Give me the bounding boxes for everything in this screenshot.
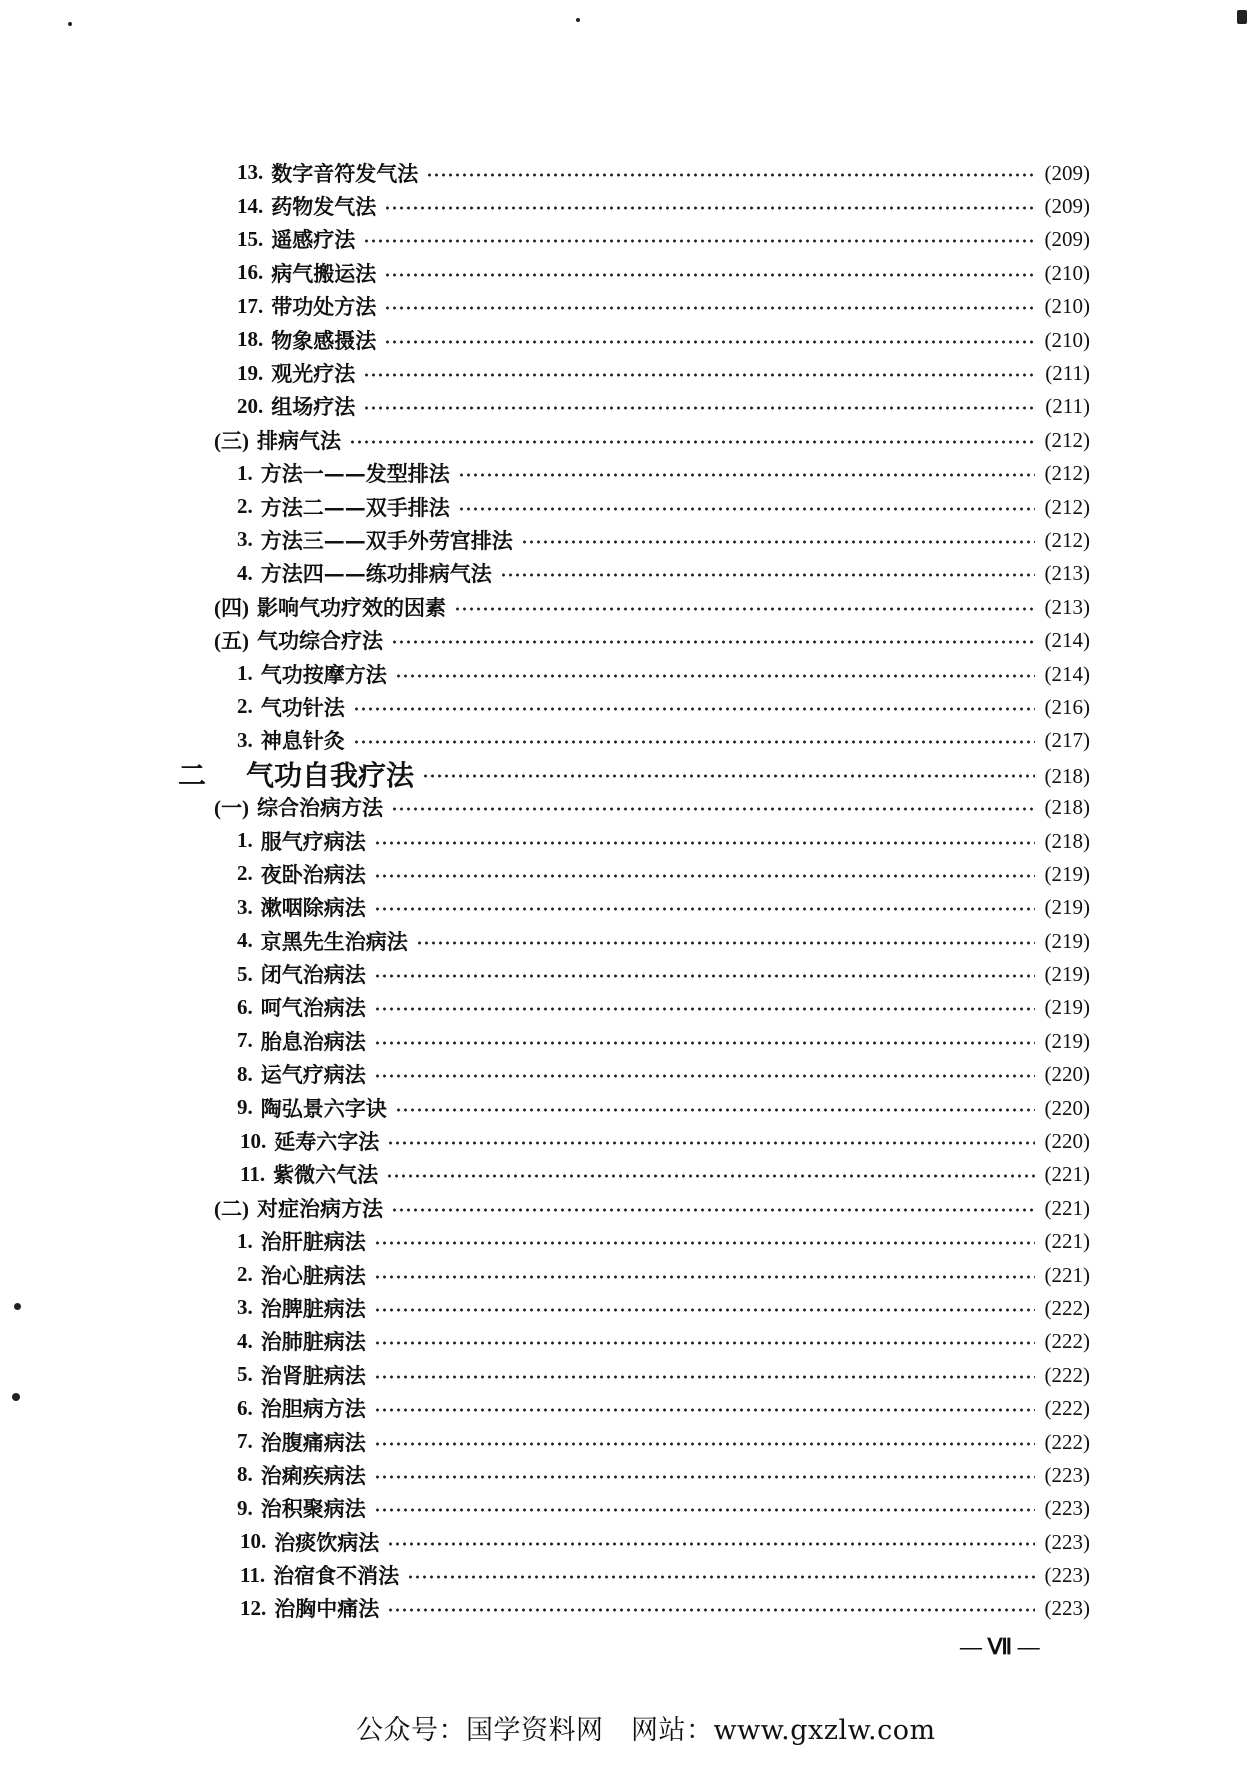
toc-entry-page: (222) [1044,1329,1090,1354]
scan-speck [576,18,580,22]
dot-leader [374,974,1035,978]
dot-leader [387,1542,1034,1546]
toc-entry-title: 综合治病方法 [257,795,383,821]
toc-entry-page: (219) [1044,962,1090,987]
toc-entry-number: 16. [237,260,264,285]
toc-entry-number: (五) [214,629,249,654]
toc-entry-title: 治心脏病法 [260,1262,366,1288]
toc-entry-title: 治脾脏病法 [260,1295,366,1321]
toc-entry-number: 6. [237,994,253,1019]
toc-entry-title: 遥感疗法 [271,227,356,253]
toc-entry-label [237,1226,366,1256]
toc-entry-page: (217) [1044,728,1090,753]
toc-entry-label [237,892,366,922]
toc-entry-label [237,859,366,889]
toc-entry-page: (211) [1045,361,1090,386]
toc-entry-title: 方法四——练功排病气法 [260,561,492,587]
toc-entry[interactable] [0,724,1260,757]
toc-entry-number: (三) [214,428,249,453]
toc-entry-label [237,291,376,321]
toc-entry-number: 8. [237,1061,253,1086]
toc-entry-number: 11. [240,1161,266,1186]
toc-entry-number: (四) [214,595,249,620]
toc-entry[interactable] [0,891,1260,924]
toc-entry-page: (212) [1044,427,1090,452]
toc-entry-page: (212) [1044,527,1090,552]
toc-entry-number: (二) [214,1196,249,1221]
toc-entry[interactable] [0,390,1260,423]
toc-entry-page: (213) [1044,561,1090,586]
toc-entry-number: 3. [237,894,253,919]
toc-entry-page: (210) [1044,294,1090,319]
toc-entry-label [214,592,446,622]
toc-entry-page: (221) [1044,1262,1090,1287]
dot-leader [374,1275,1035,1279]
toc-entry-title: 方法一——发型排法 [260,461,450,487]
toc-entry[interactable] [0,156,1260,189]
toc-entry-title: 治积聚病法 [260,1496,366,1522]
toc-entry[interactable] [0,323,1260,356]
toc-entry-page: (221) [1044,1162,1090,1187]
toc-entry-page: (209) [1044,227,1090,252]
toc-entry-number: 14. [237,193,264,218]
toc-entry-label [214,625,383,655]
toc-entry-label [237,258,376,288]
toc-entry-label [237,1393,366,1423]
toc-entry-number: 6. [237,1395,253,1420]
scan-speck [14,1303,21,1310]
toc-entry-title: 影响气功疗效的因素 [257,594,446,620]
toc-entry[interactable] [0,490,1260,523]
dot-leader [384,306,1034,310]
toc-entry[interactable] [0,1225,1260,1258]
toc-entry-page: (212) [1044,461,1090,486]
dot-leader [363,406,1035,410]
toc-entry-number: 2. [237,861,253,886]
toc-entry-title: 紫微六气法 [273,1162,379,1188]
toc-entry-page: (223) [1044,1563,1090,1588]
toc-entry-title: 治胆病方法 [260,1396,366,1422]
toc-entry-number: 12. [240,1595,267,1620]
dot-leader [374,1041,1035,1045]
toc-entry-page: (220) [1044,1062,1090,1087]
dot-leader [407,1575,1034,1579]
toc-entry-number: 2. [237,694,253,719]
dot-leader [422,774,1034,778]
toc-entry-number: 11. [240,1562,266,1587]
toc-entry-label [237,1427,366,1457]
toc-entry-label [237,458,450,488]
toc-entry[interactable] [0,1191,1260,1224]
toc-entry-number: 8. [237,1462,253,1487]
toc-entry-label [237,1326,366,1356]
toc-entry-number: 19. [237,360,264,385]
toc-entry-page: (219) [1044,895,1090,920]
toc-entry-number: 5. [237,1362,253,1387]
toc-entry-page: (223) [1044,1596,1090,1621]
dot-leader [386,1174,1034,1178]
toc-entry[interactable] [0,690,1260,723]
dot-leader [374,1408,1035,1412]
dot-leader [391,1208,1035,1212]
toc-entry-title: 闭气治病法 [260,962,366,988]
toc-entry-title: 气功自我疗法 [246,758,415,792]
toc-entry[interactable] [0,991,1260,1024]
toc-entry[interactable] [0,757,1260,790]
toc-entry-title: 气功针法 [260,694,345,720]
dot-leader [374,1475,1035,1479]
toc-entry-title: 气功综合疗法 [257,628,383,654]
toc-entry[interactable] [0,1291,1260,1324]
toc-entry-label [237,1460,366,1490]
toc-entry[interactable] [0,1158,1260,1191]
toc-entry[interactable] [0,1091,1260,1124]
toc-entry-page: (220) [1044,1095,1090,1120]
toc-entry-label [214,792,383,822]
toc-entry-label [240,1560,399,1590]
toc-entry-title: 气功按摩方法 [260,661,387,687]
toc-entry-number: 4. [237,928,253,953]
toc-entry-number: 3. [237,727,253,752]
toc-entry[interactable] [0,1391,1260,1424]
toc-entry-page: (222) [1044,1429,1090,1454]
dot-leader [374,1375,1035,1379]
toc-entry[interactable] [0,1525,1260,1558]
toc-entry[interactable] [0,1358,1260,1391]
toc-entry[interactable] [0,1592,1260,1625]
dot-leader [374,1508,1035,1512]
toc-entry-title: 治肝脏病法 [260,1229,366,1255]
toc-entry-number: 18. [237,327,264,352]
toc-entry-label [237,492,450,522]
dot-leader [391,640,1035,644]
toc-entry[interactable] [0,1558,1260,1591]
toc-entry-number: 2. [237,1262,253,1287]
toc-entry-title: 排病气法 [257,427,341,453]
toc-entry-page: (223) [1044,1496,1090,1521]
toc-entry-number: 20. [237,393,264,418]
toc-entry-title: 京黑先生治病法 [260,928,408,954]
dot-leader [353,740,1035,744]
toc-entry-title: 方法二——双手排法 [260,494,450,520]
toc-entry-label [237,725,345,755]
toc-entry-title: 服气疗病法 [260,828,366,854]
toc-entry-number: 9. [237,1095,253,1120]
toc-entry-number: 5. [237,961,253,986]
toc-entry-number: 1. [237,1228,253,1253]
toc-entry[interactable] [0,1124,1260,1157]
toc-entry[interactable] [0,423,1260,456]
toc-entry-title: 药物发气法 [271,194,377,220]
dot-leader [374,841,1035,845]
toc-entry[interactable] [0,189,1260,222]
dot-leader [374,1241,1035,1245]
dot-leader [387,1141,1034,1145]
dot-leader [458,507,1035,511]
toc-entry-title: 对症治病方法 [257,1195,383,1221]
toc-entry-number: 1. [237,460,253,485]
toc-entry-label [214,1193,383,1223]
dot-leader [374,1341,1035,1345]
toc-entry-page: (222) [1044,1362,1090,1387]
toc-entry[interactable] [0,857,1260,890]
toc-entry[interactable] [0,657,1260,690]
toc-entry-title: 治肺脏病法 [260,1329,366,1355]
toc-entry-title: 治腹痛病法 [260,1429,366,1455]
toc-entry-page: (209) [1044,160,1090,185]
toc-entry-number: 1. [237,828,253,852]
toc-entry[interactable] [0,457,1260,490]
toc-entry-title: 延寿六字法 [274,1129,380,1155]
toc-entry-title: 陶弘景六字诀 [260,1095,387,1121]
toc-entry-page: (222) [1044,1295,1090,1320]
toc-entry-title: 病气搬运法 [271,260,377,286]
toc-entry-label [240,1159,378,1189]
scan-speck [12,1393,20,1401]
toc-entry[interactable] [0,290,1260,323]
dot-leader [384,206,1034,210]
toc-entry-page: (214) [1044,628,1090,653]
dot-leader [363,373,1035,377]
toc-entry-number: (一) [214,796,249,821]
toc-entry-number: 2. [237,494,253,519]
toc-entry[interactable] [0,1492,1260,1525]
toc-entry-title: 方法三——双手外劳宫排法 [260,527,513,553]
toc-entry-page: (220) [1044,1129,1090,1154]
toc-entry-label [237,1293,366,1323]
toc-entry-page: (216) [1044,694,1090,719]
toc-entry-number: 15. [237,226,264,251]
toc-entry[interactable] [0,590,1260,623]
toc-entry[interactable] [0,1425,1260,1458]
toc-entry-label [237,992,366,1022]
toc-entry-title: 治痢疾病法 [260,1462,366,1488]
toc-entry-page: (209) [1044,194,1090,219]
toc-entry-label [240,1126,379,1156]
dot-leader [374,907,1035,911]
toc-entry[interactable] [0,1325,1260,1358]
toc-entry-page: (222) [1044,1396,1090,1421]
toc-entry-number: 7. [237,1028,253,1053]
toc-entry-page: (223) [1044,1529,1090,1554]
toc-entry-number: 4. [237,1328,253,1353]
dot-leader [391,807,1035,811]
dot-leader [454,607,1035,611]
toc-entry-label [214,425,341,455]
toc-entry-title: 带功处方法 [271,294,377,320]
dot-leader [458,473,1035,477]
toc-entry-label [237,1059,366,1089]
toc-entry-label [240,1527,379,1557]
toc-entry-label [237,1260,366,1290]
toc-entry-page: (221) [1044,1229,1090,1254]
toc-entry-label [237,659,387,689]
dot-leader [374,1074,1035,1078]
dot-leader [426,173,1034,177]
toc-entry-page: (210) [1044,327,1090,352]
toc-entry-number: 10. [240,1529,267,1554]
toc-entry-label [178,754,414,794]
toc-entry-number: 二 [178,760,207,792]
toc-entry-label [237,391,355,421]
toc-entry-page: (212) [1044,494,1090,519]
toc-entry-page: (219) [1044,995,1090,1020]
toc-entry-label [237,1360,366,1390]
dot-leader [374,1308,1035,1312]
toc-entry[interactable] [0,557,1260,590]
toc-entry-label [237,959,366,989]
toc-entry-title: 组场疗法 [271,394,356,420]
toc-entry-number: 10. [240,1128,267,1153]
toc-entry-page: (219) [1044,928,1090,953]
toc-entry-page: (213) [1044,594,1090,619]
dot-leader [363,239,1034,243]
scan-speck [68,22,72,26]
dot-leader [500,573,1035,577]
toc-entry-number: 4. [237,560,253,585]
toc-entry-title: 治肾脏病法 [260,1362,366,1388]
toc-entry-title: 运气疗病法 [260,1062,366,1088]
toc-entry[interactable] [0,924,1260,957]
dot-leader [384,340,1034,344]
toc-entry-page: (219) [1044,1028,1090,1053]
toc-entry-title: 治痰饮病法 [274,1529,380,1555]
toc-entry-number: 9. [237,1495,253,1520]
toc-entry-title: 治胸中痛法 [274,1596,380,1622]
toc-entry-page: (223) [1044,1462,1090,1487]
toc-entry-title: 漱咽除病法 [260,895,366,921]
toc-entry[interactable] [0,790,1260,823]
toc-entry-page: (218) [1044,795,1090,820]
toc-entry-title: 夜卧治病法 [260,861,366,887]
toc-entry[interactable] [0,957,1260,990]
toc-entry-title: 神息针灸 [260,728,345,754]
toc-entry[interactable] [0,1058,1260,1091]
dot-leader [521,540,1035,544]
toc-entry-page: (210) [1044,260,1090,285]
toc-entry-title: 呵气治病法 [260,995,366,1021]
dot-leader [416,941,1035,945]
toc-entry-label [237,558,492,588]
toc-entry-title: 观光疗法 [271,361,356,387]
toc-entry-number: 7. [237,1429,253,1454]
toc-entry-title: 物象感摄法 [271,327,377,353]
toc-entry-label [237,224,355,254]
dot-leader [349,440,1035,444]
toc-entry-label [237,826,366,856]
toc-entry-label [237,191,376,221]
toc-entry[interactable] [0,1258,1260,1291]
toc-entry-number: 13. [237,160,264,185]
dot-leader [387,1608,1034,1612]
dot-leader [353,707,1035,711]
toc-entry[interactable] [0,223,1260,256]
toc-entry-label [237,1026,366,1056]
toc-entry-label [237,325,376,355]
toc-entry[interactable] [0,1458,1260,1491]
toc-entry-title: 治宿食不消法 [273,1563,400,1589]
page-number: — Ⅶ — [960,1634,1040,1659]
toc-entry-label [237,926,408,956]
table-of-contents [0,156,1260,1625]
dot-leader [395,674,1035,678]
toc-entry[interactable] [0,1024,1260,1057]
toc-entry-label [237,525,513,555]
dot-leader [395,1108,1035,1112]
watermark-footer: 公众号：国学资料网 网站：www.gxzlw.com [356,1715,936,1746]
toc-entry-label [240,1593,379,1623]
toc-entry-page: (219) [1044,861,1090,886]
toc-entry-label [237,1093,387,1123]
toc-entry-title: 胎息治病法 [260,1028,366,1054]
toc-entry-label [237,692,345,722]
toc-entry-page: (221) [1044,1195,1090,1220]
toc-entry-label [237,358,355,388]
toc-entry[interactable] [0,256,1260,289]
toc-entry[interactable] [0,824,1260,857]
toc-entry[interactable] [0,356,1260,389]
toc-entry[interactable] [0,623,1260,656]
toc-entry-number: 3. [237,1295,253,1320]
dot-leader [374,1442,1035,1446]
toc-entry-title: 数字音符发气法 [271,160,419,186]
scan-speck [1237,10,1247,24]
toc-entry-page: (218) [1044,764,1090,789]
toc-entry[interactable] [0,523,1260,556]
dot-leader [374,874,1035,878]
toc-entry-label [237,1493,366,1523]
toc-entry-page: (214) [1044,661,1090,686]
toc-entry-page: (211) [1045,394,1090,419]
dot-leader [374,1007,1035,1011]
toc-entry-page: (218) [1044,828,1090,853]
toc-entry-number: 1. [237,661,253,686]
toc-entry-label [237,158,418,188]
toc-entry-number: 3. [237,527,253,552]
toc-entry-number: 17. [237,293,264,318]
dot-leader [384,273,1034,277]
